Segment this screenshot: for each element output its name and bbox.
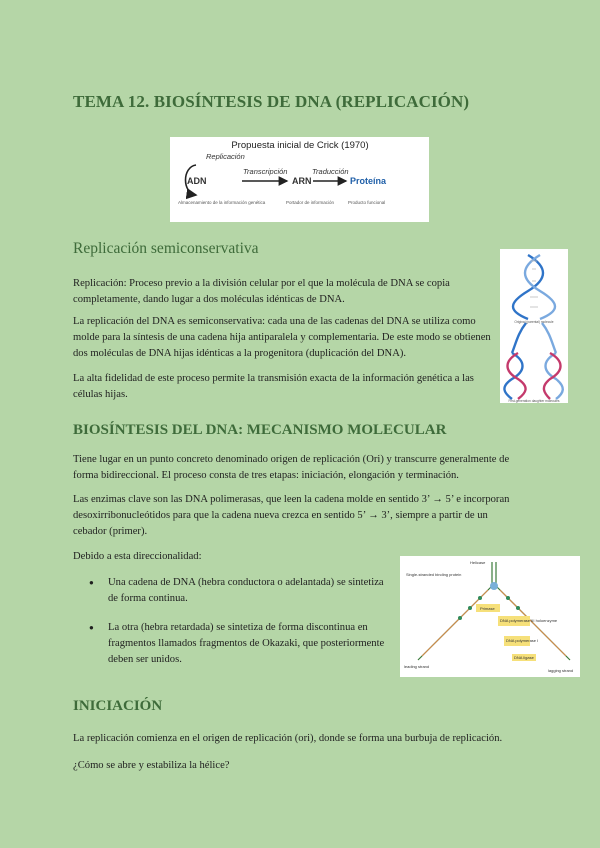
paragraph-directionality: Debido a esta direccionalidad: xyxy=(73,551,202,562)
adn-label: ADN xyxy=(187,176,207,186)
transcription-label: Transcripción xyxy=(243,167,288,176)
crick-diagram-svg xyxy=(170,137,429,222)
paragraph-fidelity: La alta fidelidad de este proceso permite la transmisión exacta de la información genética a las células hijas. xyxy=(73,373,474,400)
section-heading-initiation: INICIACIÓN xyxy=(73,698,163,714)
dna-pol1-label: DNA polymerase I xyxy=(506,638,539,643)
replication-label: Replicación xyxy=(206,152,245,161)
helicase-label: Helicase xyxy=(470,560,486,565)
bullet-leading-strand: ● Una cadena de DNA (hebra conductora o adelantada) se sintetiza de forma continua. xyxy=(74,575,394,607)
protein-label: Proteína xyxy=(350,176,387,186)
ligase-label: DNA ligase xyxy=(514,655,534,660)
arn-caption: Portador de información xyxy=(286,200,335,205)
section-heading-mechanism: BIOSÍNTESIS DEL DNA: MECANISMO MOLECULAR xyxy=(73,422,447,438)
strand-bullet-list xyxy=(74,575,394,681)
crick-diagram xyxy=(170,137,429,222)
daughter-molecules-label: First-generation daughter molecules xyxy=(508,399,560,403)
replication-fork-figure xyxy=(400,556,580,677)
adn-caption: Almacenamiento de la información genética xyxy=(178,200,266,205)
paragraph-helix-question: ¿Cómo se abre y estabiliza la hélice? xyxy=(73,760,230,771)
lagging-strand-label: lagging strand xyxy=(548,668,574,673)
paragraph-replication-definition: Replicación: Proceso previo a la división celular por el que la molécula de DNA se copia completamente, dando lugar a dos moléculas idénticas de DNA. xyxy=(73,278,450,305)
crick-title: Propuesta inicial de Crick (1970) xyxy=(231,140,369,151)
paragraph-initiation: La replicación comienza en el origen de replicación (ori), donde se forma una burbuja de replicación. xyxy=(73,733,503,744)
paragraph-polymerases: Las enzimas clave son las DNA polimerasas, que leen la cadena molde en sentido 3’ → 5’ e incorporan desoxirribonucleótidos para que la cadena nueva crezca en sentido 5’ → 3’, siempre a partir de un cebador (primer). xyxy=(73,494,510,537)
arn-label: ARN xyxy=(292,176,312,186)
primase-label: Primase xyxy=(480,606,495,611)
leading-strand-label: leading strand xyxy=(404,664,430,669)
dna-helix-svg xyxy=(500,249,568,403)
section-heading-semiconservative: Replicación semiconservativa xyxy=(73,240,259,257)
dna-helix-figure xyxy=(500,249,568,403)
replication-fork-svg xyxy=(400,556,580,677)
bullet-lagging-strand: ● La otra (hebra retardada) se sintetiza de forma discontinua en fragmentos llamados fragmentos de Okazaki, que posteriormente deben ser unidos. xyxy=(74,620,394,668)
translation-label: Traducción xyxy=(312,167,349,176)
ssb-label: Single-stranded binding protein xyxy=(406,572,462,577)
protein-caption: Producto funcional xyxy=(348,200,386,205)
paragraph-semiconservative: La replicación del DNA es semiconservativa: cada una de las cadenas del DNA se utiliza como molde para la síntesis de una cadena hija antiparalela y complementaria. De este modo se obtienen dos moléculas de DNA hijas idénticas a la progenitora (duplicación del DNA). xyxy=(73,316,491,359)
page-title: TEMA 12. BIOSÍNTESIS DE DNA (REPLICACIÓN) xyxy=(73,92,470,111)
parent-molecule-label: Original (parental) molecule xyxy=(514,320,554,324)
dna-pol3-label: DNA polymerase III holoenzyme xyxy=(500,618,558,623)
paragraph-origin: Tiene lugar en un punto concreto denominado origen de replicación (Ori) y transcurre generalmente de forma bidireccional. El proceso consta de tres etapas: iniciación, elongación y terminación. xyxy=(73,454,510,481)
